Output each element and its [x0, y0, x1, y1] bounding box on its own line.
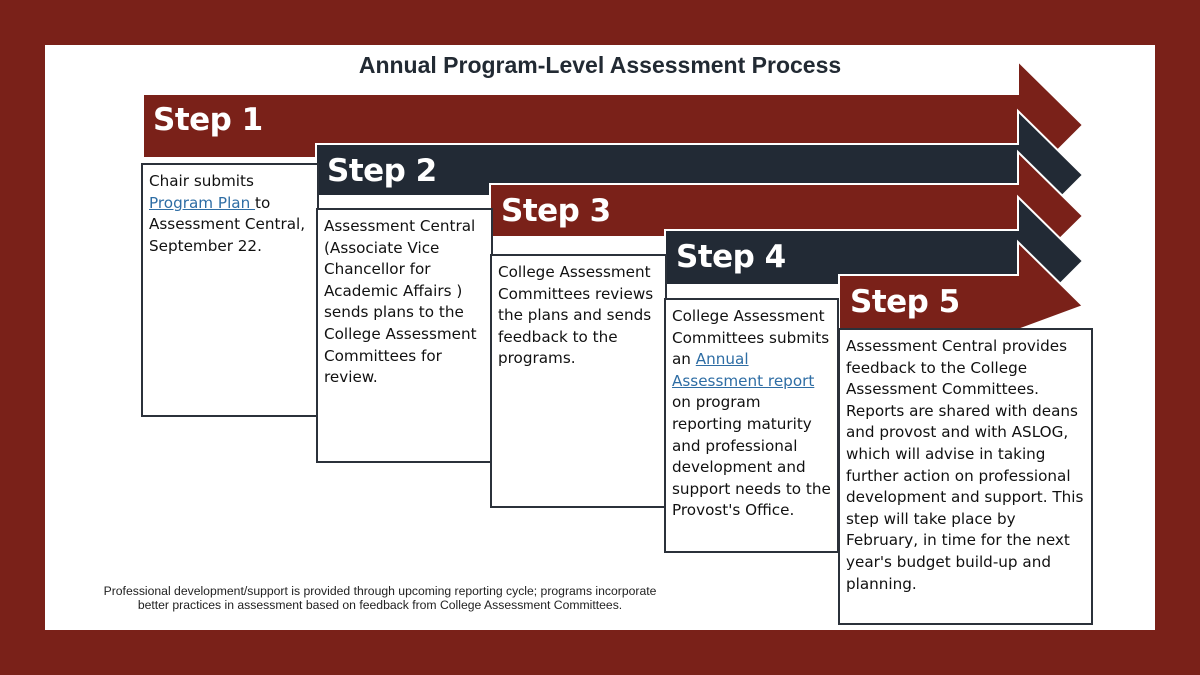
step-5-box — [838, 328, 1093, 625]
step-5-text: Assessment Central provides feedback to the College Assessment Committees. Reports are shared with deans and provost and with ASLOG, which will advise in taking further action on professional development and support. This step will take place by February, in time for the next year's budget build-up and planning. — [846, 337, 1084, 593]
step-3-label: Step 3 — [501, 193, 611, 229]
diagram-title: Annual Program-Level Assessment Process — [358, 52, 842, 78]
footnote-line-2: better practices in assessment based on feedback from College Assessment Committees. — [137, 598, 623, 612]
step-2-box — [316, 208, 493, 463]
step-4-box — [664, 298, 839, 553]
footnote-line-1: Professional development/support is provided through upcoming reporting cycle; programs incorporate — [103, 584, 657, 598]
step-2-text: Assessment Central (Associate Vice Chancellor for Academic Affairs ) sends plans to the College Assessment Committees for review. — [324, 217, 477, 387]
step-1-text-after: to Assessment Central, September 22. — [149, 193, 306, 255]
step-1-box — [141, 163, 319, 417]
step-2-label: Step 2 — [327, 153, 437, 189]
step-1-label: Step 1 — [153, 102, 263, 138]
step-4-label: Step 4 — [676, 239, 786, 275]
program-plan-link[interactable]: Program Plan — [149, 193, 256, 212]
step-3-text: College Assessment Committees reviews the plans and sends feedback to the programs. — [498, 263, 654, 368]
step-4-text-before: College Assessment Committees submits an — [672, 307, 830, 369]
step-5-label: Step 5 — [850, 284, 960, 320]
footnote — [60, 584, 700, 612]
step-1-text-before: Chair submits — [149, 172, 254, 190]
step-4-text-after: on program reporting maturity and professional development and support needs to the Provost's Office. — [672, 393, 831, 520]
step-3-box — [490, 254, 667, 508]
annual-assessment-report-link[interactable]: Annual Assessment report — [672, 350, 815, 390]
